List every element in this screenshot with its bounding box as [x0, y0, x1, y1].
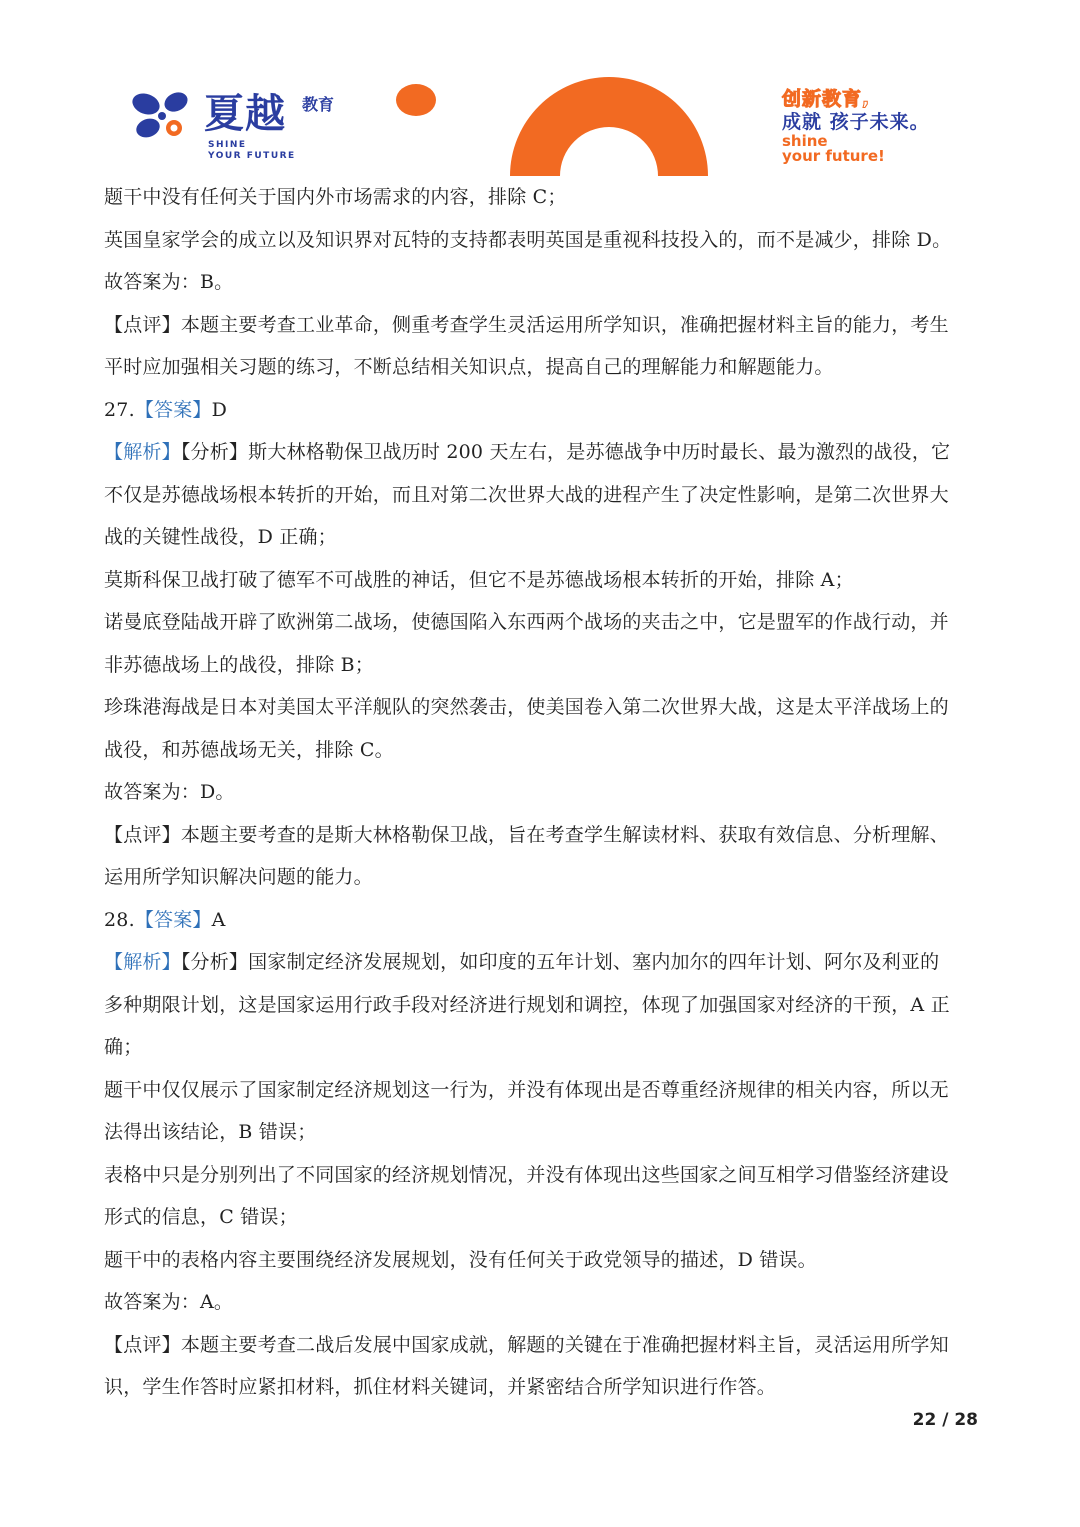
- question-number: 27.: [104, 398, 135, 421]
- text-line: 平时应加强相关习题的练习，不断总结相关知识点，提高自己的理解能力和解题能力。: [104, 356, 834, 378]
- page-header: [0, 0, 1080, 180]
- answer-label: 【答案】: [134, 908, 212, 931]
- slogan-line-3: shine: [782, 132, 828, 150]
- text-line: 题干中的表格内容主要围绕经济发展规划，没有任何关于政党领导的描述，D 错误。: [104, 1248, 817, 1271]
- butterfly-logo-icon: [130, 90, 194, 144]
- decorative-arch: [510, 76, 708, 176]
- comment-label: 【点评】: [104, 313, 181, 336]
- comment-line: [104, 304, 984, 347]
- page-number: 22 / 28: [912, 1410, 978, 1430]
- document-body: [104, 176, 984, 1409]
- answer-label: 【答案】: [134, 398, 212, 421]
- brand-edu: 教育: [302, 95, 335, 114]
- question-27-answer: [104, 389, 984, 432]
- text-line: 故答案为：B。: [104, 271, 234, 293]
- text-line: 战役，和苏德战场无关，排除 C。: [104, 738, 394, 761]
- slogan: [782, 88, 982, 164]
- text-line: 运用所学知识解决问题的能力。: [104, 866, 373, 888]
- text-line: 识，学生作答时应紧扣材料，抓住材料关键词，并紧密结合所学知识进行作答。: [104, 1376, 777, 1398]
- comment-text: 本题主要考查工业革命，侧重考查学生灵活运用所学知识，准确把握材料主旨的能力，考生: [180, 313, 949, 336]
- analysis-line: [104, 431, 984, 474]
- text-line: 诺曼底登陆战开辟了欧洲第二战场，使德国陷入东西两个战场的夹击之中，它是盟军的作战行动，并: [104, 611, 949, 633]
- text-line: 题干中没有任何关于国内外市场需求的内容，排除 C；: [104, 186, 567, 208]
- comment-label: 【点评】: [104, 823, 181, 846]
- text-line: 非苏德战场上的战役，排除 B；: [104, 653, 375, 676]
- slogan-line-2: 成就 孩子未来。: [782, 111, 930, 133]
- text-line: 确；: [104, 1036, 143, 1058]
- brand-logo: [130, 90, 390, 165]
- brand-tagline-1: SHINE: [208, 140, 247, 150]
- text-line: 战的关键性战役，D 正确；: [104, 526, 337, 548]
- text-line: 故答案为：A。: [104, 1291, 234, 1313]
- text-line: 英国皇家学会的成立以及知识界对瓦特的支持都表明英国是重视科技投入的，而不是减少，排除 D。: [104, 228, 952, 251]
- text-line: 形式的信息，C 错误；: [104, 1206, 298, 1228]
- analysis-line: [104, 941, 984, 984]
- brand-tagline-2: YOUR FUTURE: [208, 151, 296, 161]
- text-line: 莫斯科保卫战打破了德军不可战胜的神话，但它不是苏德战场根本转折的开始，排除 A；: [104, 568, 854, 591]
- text-line: 多种期限计划，这是国家运用行政手段对经济进行规划和调控，体现了加强国家对经济的干预，A 正: [104, 993, 950, 1016]
- slogan-line-4: your future!: [782, 147, 885, 165]
- comment-text: 本题主要考查的是斯大林格勒保卫战，旨在考查学生解读材料、获取有效信息、分析理解、: [180, 823, 949, 846]
- text-line: 珍珠港海战是日本对美国太平洋舰队的突然袭击，使美国卷入第二次世界大战，这是太平洋战场上的: [104, 696, 949, 718]
- answer-value: A: [211, 908, 226, 931]
- comment-line: [104, 1324, 984, 1367]
- analysis-label: 【解析】: [104, 441, 181, 463]
- text-line: 不仅是苏德战场根本转折的开始，而且对第二次世界大战的进程产生了决定性影响，是第二次世界大: [104, 483, 949, 506]
- comment-label: 【点评】: [104, 1333, 181, 1356]
- comment-line: [104, 814, 984, 857]
- slogan-line-1: 创新教育,: [782, 88, 871, 110]
- analysis-label: 【解析】: [104, 951, 181, 973]
- question-28-answer: [104, 899, 984, 942]
- brand-name: 夏越: [204, 91, 286, 137]
- answer-value: D: [211, 398, 228, 421]
- text-line: 题干中仅仅展示了国家制定经济规划这一行为，并没有体现出是否尊重经济规律的相关内容，所以无: [104, 1078, 949, 1101]
- text-line: 法得出该结论，B 错误；: [104, 1121, 317, 1143]
- text-line: 故答案为：D。: [104, 781, 235, 803]
- question-number: 28.: [104, 908, 135, 931]
- decorative-dot: [396, 84, 436, 116]
- text-line: 表格中只是分别列出了不同国家的经济规划情况，并没有体现出这些国家之间互相学习借鉴经济建设: [104, 1163, 949, 1186]
- analysis-text: 【分析】斯大林格勒保卫战历时 200 天左右，是苏德战争中历时最长、最为激烈的战役，它: [180, 441, 951, 463]
- comment-text: 本题主要考查二战后发展中国家成就，解题的关键在于准确把握材料主旨，灵活运用所学知: [180, 1333, 949, 1356]
- analysis-text: 【分析】国家制定经济发展规划，如印度的五年计划、塞内加尔的四年计划、阿尔及利亚的: [180, 951, 940, 973]
